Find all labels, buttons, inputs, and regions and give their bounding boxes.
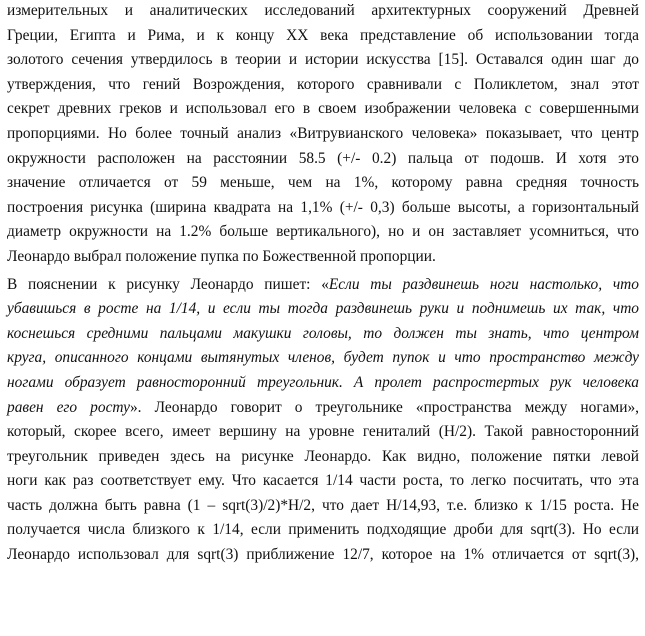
text-line: пропорциями. Но более точный анализ «Витрувианского человека» показывает, что центр bbox=[7, 124, 639, 142]
text-line bbox=[7, 297, 639, 322]
paragraph-1 bbox=[7, 0, 639, 270]
italic-quote-run: равен его росту bbox=[7, 398, 130, 416]
text-line: построения рисунка (ширина квадрата на 1,1% (+/- 0,3) больше высоты, а горизонтальный bbox=[7, 198, 639, 216]
text-line: Греции, Египта и Рима, и к концу XX века представление об использовании тогда bbox=[7, 26, 639, 44]
text-run: В пояснении к рисунку Леонардо пишет: « bbox=[7, 275, 329, 293]
text-line: значение отличается от 59 меньше, чем на 1%, которому равна средняя точность bbox=[7, 174, 639, 192]
text-line bbox=[7, 346, 639, 371]
text-line: получается числа близкого к 1/14, если применить подходящие дроби для sqrt(3). Но если bbox=[7, 521, 639, 539]
italic-quote-run: Если ты раздвинешь ноги настолько, что bbox=[328, 275, 639, 293]
text-line bbox=[7, 371, 639, 396]
text-line: секрет древних греков и использовал его в своем изображении человека с совершенными bbox=[7, 100, 639, 118]
text-line: утверждения, что гений Возрождения, которого сравнивали с Поликлетом, знал этот bbox=[7, 75, 639, 93]
text-line: измерительных и аналитических исследований архитектурных сооружений Древней bbox=[7, 2, 639, 19]
italic-quote-run: круга, описанного концами вытянутых членов, будет пупок и что пространство между bbox=[7, 349, 639, 367]
text-run: ». Леонардо говорит о треугольнике «пространства между ногами», bbox=[129, 398, 639, 416]
italic-quote-run: ногами образует равносторонний треугольник. А пролет распростертых рук человека bbox=[7, 373, 639, 391]
text-line: часть должна быть равна (1 – sqrt(3)/2)*H/2, что дает H/14,93, т.е. близко к 1/15 роста. Не bbox=[7, 496, 639, 514]
text-line: Леонардо выбрал положение пупка по Божественной пропорции. bbox=[7, 247, 436, 265]
text-line: треугольник приведен здесь на рисунке Леонардо. Как видно, положение пятки левой bbox=[7, 447, 639, 465]
text-line: который, скорее всего, имеет вершину на уровне гениталий (H/2). Такой равносторонний bbox=[7, 423, 639, 441]
text-line bbox=[7, 273, 639, 298]
text-line: золотого сечения утвердилось в теории и истории искусства [15]. Оставался один шаг до bbox=[7, 51, 639, 69]
text-line: диаметр окружности на 1.2% больше вертикального), но и он заставляет усомниться, что bbox=[7, 223, 639, 241]
italic-quote-run: коснешься средними пальцами макушки головы, то должен ты знать, что центром bbox=[7, 324, 639, 342]
text-line bbox=[7, 322, 639, 347]
paragraph-2 bbox=[7, 273, 639, 568]
text-line: ноги как раз соответствует ему. Что касается 1/14 части роста, то легко посчитать, что эта bbox=[7, 472, 639, 490]
text-line bbox=[7, 396, 639, 421]
italic-quote-run: убавишься в росте на 1/14, и если ты тогда раздвинешь руки и поднимешь их так, что bbox=[7, 300, 639, 318]
text-line: окружности расположен на расстоянии 58.5 (+/- 0.2) пальца от подошв. И хотя это bbox=[7, 149, 639, 167]
text-line: Леонардо использовал для sqrt(3) приближение 12/7, которое на 1% отличается от sqrt(3), bbox=[7, 546, 639, 564]
